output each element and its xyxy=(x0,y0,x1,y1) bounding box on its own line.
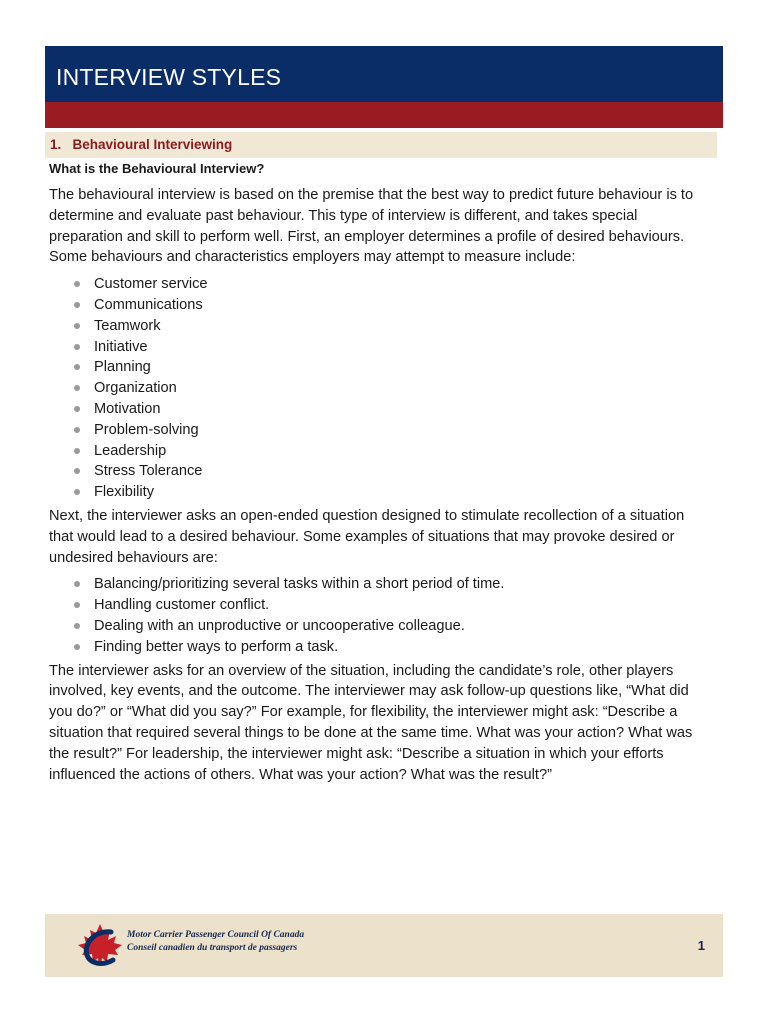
list-item: Initiative xyxy=(74,337,709,358)
organization-name-fr: Conseil canadien du transport de passagers xyxy=(127,943,298,953)
bullet-icon xyxy=(74,323,80,329)
organization-name-en: Motor Carrier Passenger Council Of Canada xyxy=(127,930,305,940)
bullet-icon xyxy=(74,644,80,650)
next-paragraph: Next, the interviewer asks an open-ended question designed to stimulate recollection of a situation that would lead to a desired behaviour. Some examples of situations that may provoke desired or undesired behaviours are: xyxy=(49,507,685,566)
bullet-icon xyxy=(74,623,80,629)
list-item: Stress Tolerance xyxy=(74,461,709,482)
bullet-icon xyxy=(74,344,80,350)
list-item: Customer service xyxy=(74,274,709,295)
bullet-icon xyxy=(74,468,80,474)
list-item: Motivation xyxy=(74,399,709,420)
list-item: Leadership xyxy=(74,441,709,462)
list-item: Planning xyxy=(74,357,709,378)
list-item: Dealing with an unproductive or uncooperative colleague. xyxy=(74,616,709,637)
bullet-icon xyxy=(74,385,80,391)
list-item: Balancing/prioritizing several tasks within a short period of time. xyxy=(74,574,709,595)
bullet-icon xyxy=(74,602,80,608)
situations-list xyxy=(49,574,709,657)
section-heading-bar xyxy=(45,132,717,158)
bullet-icon xyxy=(74,302,80,308)
page-title: INTERVIEW STYLES xyxy=(56,64,282,90)
bullet-icon xyxy=(74,364,80,370)
header-accent-stripe xyxy=(45,102,723,128)
behaviours-list xyxy=(49,274,709,503)
bullet-icon xyxy=(74,448,80,454)
document-body xyxy=(49,160,709,791)
list-item: Finding better ways to perform a task. xyxy=(74,637,709,658)
intro-paragraph: The behavioural interview is based on the premise that the best way to predict future behaviour is to determine and evaluate past behaviour. This type of interview is different, and takes special preparation and skill to perform well. First, an employer determines a profile of desired behaviours. Some behaviours and characteristics employers may attempt to measure include: xyxy=(49,187,694,266)
closing-paragraph: The interviewer asks for an overview of the situation, including the candidate’s role, other players involved, key events, and the outcome. The interviewer may ask follow-up questions like, “What did you do?” or “What did you say?” For example, for flexibility, the interviewer might ask: “Describe a situation that required several things to be done at the same time. What was your action? What was the result?” For leadership, the interviewer might ask: “Describe a situation in which your efforts influenced the actions of others. What was your action? What was the result?” xyxy=(49,662,693,783)
bullet-icon xyxy=(74,406,80,412)
bullet-icon xyxy=(74,581,80,587)
list-item: Teamwork xyxy=(74,316,709,337)
list-item: Handling customer conflict. xyxy=(74,595,709,616)
bullet-icon xyxy=(74,281,80,287)
page-footer xyxy=(45,914,723,977)
list-item: Communications xyxy=(74,295,709,316)
list-item: Organization xyxy=(74,378,709,399)
section-heading: 1. Behavioural Interviewing xyxy=(50,137,233,152)
list-item: Flexibility xyxy=(74,482,709,503)
page-number: 1 xyxy=(697,938,705,953)
bullet-icon xyxy=(74,489,80,495)
organization-name xyxy=(127,929,304,955)
subheading: What is the Behavioural Interview? xyxy=(49,161,265,176)
list-item: Problem-solving xyxy=(74,420,709,441)
header-banner xyxy=(45,46,723,102)
bullet-icon xyxy=(74,427,80,433)
maple-leaf-logo-icon xyxy=(75,922,125,968)
